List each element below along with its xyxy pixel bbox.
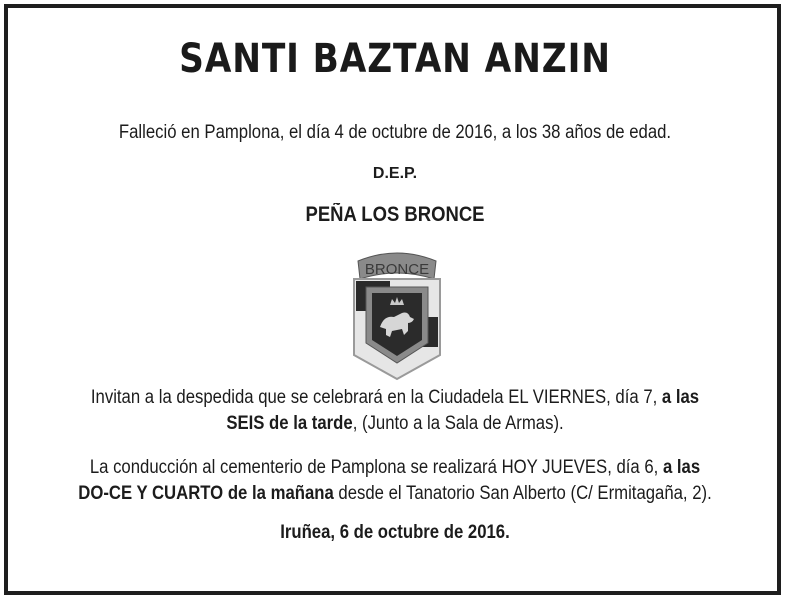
deceased-name: SANTI BAZTAN ANZIN (179, 36, 611, 82)
procession-time: a las DO-CE Y CUARTO de la mañana (78, 457, 701, 504)
ceremony-paragraph (74, 385, 716, 437)
dep-label: D.E.P. (372, 165, 418, 182)
organization-name: PEÑA LOS BRONCE (305, 203, 485, 226)
procession-text: La conducción al cementerio de Pamplona se realizará HOY JUEVES, día 6, (89, 457, 663, 478)
banner-text: BRONCE (364, 261, 430, 278)
ceremony-text: Invitan a la despedida que se celebrará en la Ciudadela EL VIERNES, día 7, (90, 387, 662, 408)
procession-location: desde el Tanatorio San Alberto (C/ Ermitagaña, 2). (333, 483, 712, 504)
ceremony-time: a las SEIS de la tarde (226, 387, 700, 434)
shield-crest-icon (350, 247, 444, 381)
procession-paragraph (74, 455, 716, 507)
death-info: Falleció en Pamplona, el día 4 de octubre de 2016, a los 38 años de edad. (118, 122, 672, 143)
signature: Iruñea, 6 de octubre de 2016. (280, 522, 510, 543)
ceremony-location: , (Junto a la Sala de Armas). (352, 413, 564, 434)
